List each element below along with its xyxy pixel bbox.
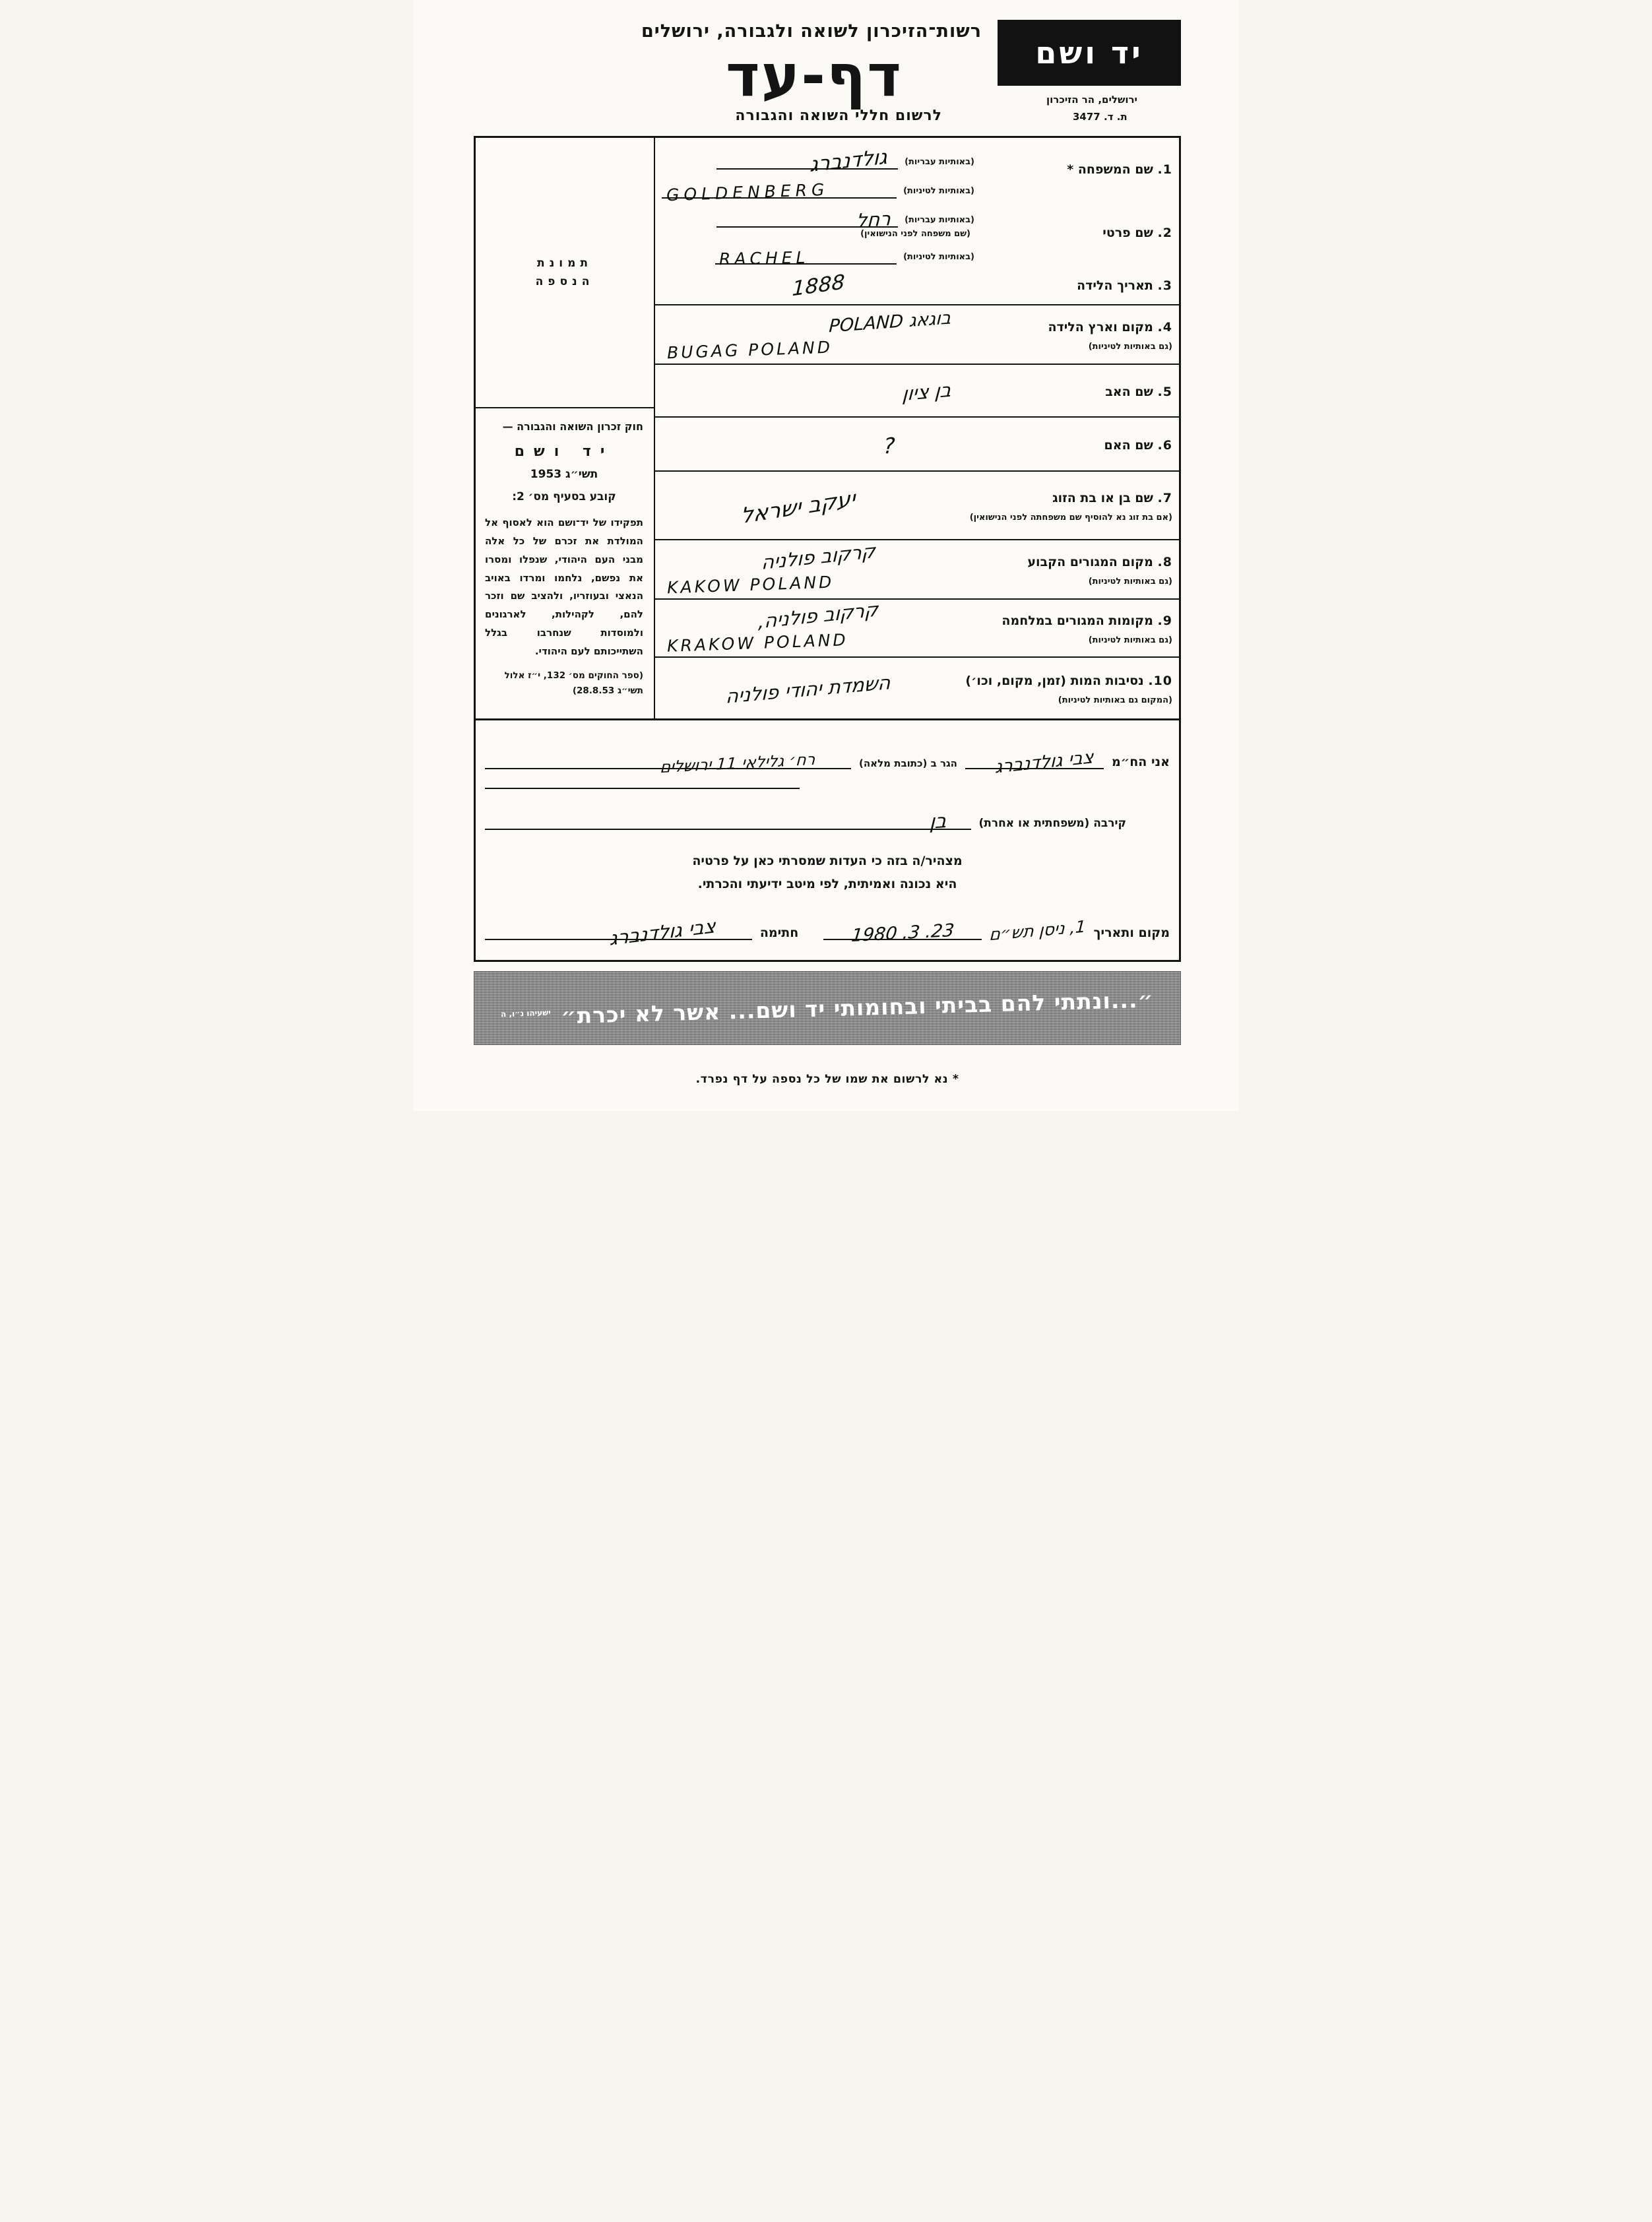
field-permanent-residence-label: 8. מקום המגורים הקבוע (גם באותיות לטיניות) — [974, 554, 1172, 588]
address-line[interactable] — [485, 747, 851, 777]
field-spouse-name — [655, 472, 1179, 540]
birth-date-line[interactable] — [662, 267, 974, 304]
handwritten-family-name-hebrew: גולדנברג — [810, 145, 888, 177]
banner-quote-source: ישעיהו נ״ו, ה — [500, 1007, 551, 1019]
handwritten-father-name: בן ציון — [901, 378, 952, 406]
handwritten-signature: צבי גולדנברג — [609, 914, 716, 950]
handwritten-wartime-residence-hebrew: קרקוב פולניה, — [757, 598, 879, 633]
father-name-line[interactable] — [662, 367, 974, 416]
law-body: תפקידו של יד־ושם הוא לאסוף אל המולדת את זכרם של כל אלה מבני העם היהודי, שנפלו ומסרו את נפשם, נלחמו ומרדו באויב הנאצי ובעוזריו, ולהציב שם וזכר להם, לקהילות, לארגונים ולמוסדות שנחרבו בגלל השתייכותם לעם היהודי. — [485, 517, 643, 657]
handwritten-spouse-name: יעקב ישראל — [741, 485, 856, 529]
handwritten-address: רח׳ גלילאי 11 ירושלים — [658, 750, 816, 777]
handwritten-date: 23. 3. 1980 — [850, 920, 955, 946]
form-subtitle: לרשום חללי השואה והגבורה — [735, 108, 942, 125]
side-column — [476, 138, 655, 718]
note-also-latin: (גם באותיות לטיניות) — [1088, 635, 1172, 646]
field-father-name — [655, 365, 1179, 418]
signature-line[interactable] — [485, 914, 752, 950]
footnote: * נא לרשום את שמו של כל נספה על דף נפרד. — [695, 1072, 959, 1086]
form-main — [476, 138, 1179, 720]
field-death-circumstances-label: 10. נסיבות המות (זמן, מקום, וכו׳) (המקום גם באותיות לטיניות) — [955, 673, 1172, 707]
fields-column — [655, 138, 1179, 718]
statement-line-2: היא נכונה ואמיתית, לפי מיטב ידיעתי והכרתי. — [697, 876, 957, 891]
field-mother-name-label: 6. שם האם — [1104, 437, 1172, 453]
note-hebrew-letters: (באותיות עבריות) — [905, 214, 974, 225]
undersigned-name-line[interactable] — [965, 747, 1104, 778]
field-wartime-residence — [655, 600, 1179, 658]
field-family-name-label: 1. שם המשפחה * — [1067, 162, 1172, 177]
law-section: קובע בסעיף מס׳ 2: — [512, 490, 616, 504]
handwritten-first-name-latin: RACHEL — [718, 248, 810, 269]
permanent-residence-hebrew-line[interactable] — [662, 540, 974, 574]
authority-line: רשות־הזיכרון לשואה ולגבורה, ירושלים — [641, 21, 982, 42]
photo-box-label-line2: הנספה — [535, 275, 594, 289]
law-heading: חוק זכרון השואה והגבורה — — [502, 420, 643, 433]
logo-address-line: ירושלים, הר הזיכרון — [1046, 94, 1137, 106]
handwritten-family-name-latin: GOLDENBERG — [666, 180, 829, 205]
note-maiden-name: (שם משפחה לפני הנישואין) — [860, 228, 970, 239]
wartime-residence-hebrew-line[interactable] — [662, 598, 974, 633]
permanent-residence-latin-line[interactable] — [662, 571, 974, 598]
quote-banner — [474, 971, 1181, 1045]
declaration-section — [476, 720, 1179, 959]
handwritten-birth-place-hebrew: בוגאג POLAND — [828, 307, 952, 337]
testimony-form — [474, 136, 1181, 961]
first-name-hebrew-line[interactable] — [716, 207, 898, 232]
handwritten-first-name-hebrew: רחל — [855, 207, 892, 232]
note-latin-letters: (באותיות לטיניות) — [903, 252, 974, 263]
field-family-name — [655, 138, 1179, 205]
field-birth-date — [655, 265, 1179, 305]
family-name-hebrew-line[interactable] — [716, 145, 898, 177]
declaration-statement — [485, 850, 1170, 895]
note-also-latin: (גם באותיות לטיניות) — [1088, 342, 1172, 352]
birth-place-latin-line[interactable] — [662, 336, 974, 364]
handwritten-relation: בן — [929, 809, 947, 835]
banner-quote: ״...ונתתי להם בביתי ובחומותי יד ושם... אשר לא יכרת״ — [561, 986, 1155, 1029]
handwritten-wartime-residence-latin: KRAKOW POLAND — [666, 630, 849, 656]
field-mother-name — [655, 418, 1179, 472]
death-circumstances-line[interactable] — [662, 660, 955, 718]
note-also-latin: (גם באותיות לטיניות) — [1088, 577, 1172, 587]
title-block — [474, 17, 988, 124]
field-father-name-label: 5. שם האב — [1105, 384, 1172, 399]
handwritten-undersigned-name: צבי גולדנברג — [994, 747, 1094, 778]
law-text-block — [476, 407, 654, 718]
handwritten-birth-date: 1888 — [791, 270, 845, 302]
note-place-also-latin: (המקום גם באותיות לטיניות) — [1058, 695, 1172, 706]
wartime-residence-latin-line[interactable] — [662, 629, 974, 656]
place-date-label: מקום ותאריך — [1093, 925, 1170, 940]
law-year: תשי״ג 1953 — [530, 468, 598, 482]
statement-line-1: מצהיר/ה בזה כי העדות שמסרתי כאן על פרטיה — [692, 854, 963, 869]
field-death-circumstances — [655, 658, 1179, 718]
testimony-page — [413, 0, 1239, 1111]
mother-name-line[interactable] — [662, 420, 974, 470]
form-title: דף-עד — [726, 42, 903, 110]
handwritten-death-circumstances: השמדת יהודי פולניה — [725, 671, 891, 708]
logo-pobox-line: ת. ד. 3477 — [1073, 111, 1128, 123]
address-continuation-line[interactable] — [485, 785, 800, 789]
undersigned-label: אני הח״מ — [1112, 755, 1170, 770]
victim-photo-box — [476, 138, 654, 407]
note-spouse-maiden: (אם בת זוג נא להוסיף שם משפחתה לפני הנישואין) — [969, 513, 1172, 523]
handwritten-permanent-residence-latin: KAKOW POLAND — [666, 572, 835, 598]
date-line[interactable] — [823, 918, 982, 946]
handwritten-birth-place-latin: BUGAG POLAND — [666, 337, 833, 363]
field-birth-place — [655, 305, 1179, 365]
field-first-name — [655, 199, 1179, 269]
relation-line[interactable] — [485, 808, 971, 835]
handwritten-permanent-residence-hebrew: קרקוב פולניה — [761, 540, 875, 574]
field-birth-place-label: 4. מקום וארץ הלידה (גם באותיות לטיניות) — [974, 319, 1172, 353]
law-citation: (ספר החוקים מס׳ 132, י״ז אלול תשי״ג 28.8.53) — [504, 670, 643, 697]
yad-vashem-logo — [998, 20, 1181, 86]
field-permanent-residence — [655, 540, 1179, 600]
signature-label: חתימה — [759, 925, 799, 940]
photo-box-label-line1: תמונת — [536, 257, 593, 270]
address-label: הגר ב (כתובת מלאה) — [858, 757, 957, 770]
field-spouse-name-label: 7. שם בן או בת הזוג (אם בת זוג נא להוסיף שם משפחתה לפני הנישואין) — [935, 490, 1172, 524]
birth-place-hebrew-line[interactable] — [662, 308, 974, 336]
note-hebrew-letters: (באותיות עבריות) — [905, 157, 974, 168]
yad-vashem-logo-block — [988, 17, 1181, 123]
spouse-name-line[interactable] — [662, 474, 935, 539]
header — [474, 17, 1181, 124]
field-birth-date-label: 3. תאריך הלידה — [1077, 278, 1172, 293]
handwritten-mother-name: ? — [883, 432, 896, 459]
note-latin-letters: (באותיות לטיניות) — [903, 186, 974, 197]
yad-vashem-logo-text: יד ושם — [1035, 35, 1143, 71]
first-name-latin-line[interactable] — [715, 245, 897, 269]
handwritten-place: 1, ניסן תש״ם — [988, 916, 1087, 945]
relation-label: קירבה (משפחתית או אחרת) — [978, 817, 1126, 831]
family-name-latin-line[interactable] — [662, 179, 897, 205]
law-name: יד ושם — [514, 443, 614, 460]
field-first-name-label: 2. שם פרטי — [1102, 225, 1172, 240]
field-wartime-residence-label: 9. מקומות המגורים במלחמה (גם באותיות לטיניות) — [974, 613, 1172, 647]
